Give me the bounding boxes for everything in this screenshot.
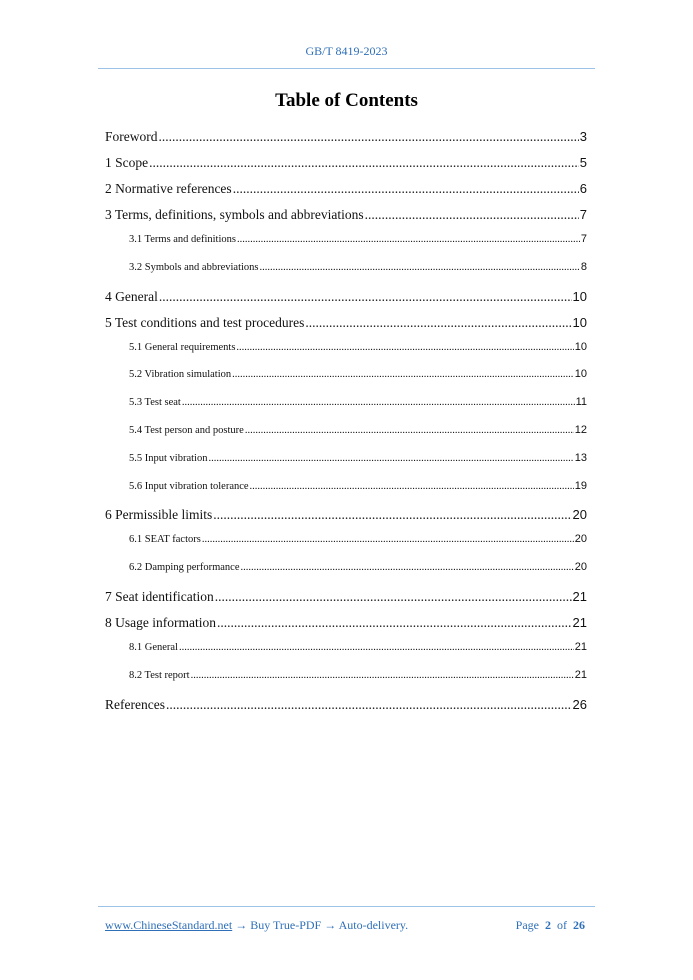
toc-entry-label: 3 Terms, definitions, symbols and abbreviations xyxy=(105,207,364,222)
dot-leader xyxy=(213,506,571,524)
toc-entry-page: 26 xyxy=(572,696,587,712)
toc-entry-page: 3 xyxy=(579,129,587,144)
toc-entry[interactable] xyxy=(105,696,587,722)
dot-leader xyxy=(260,261,580,275)
toc-entry-label: 5.6 Input vibration tolerance xyxy=(129,480,249,492)
toc-entry-label: 8.1 General xyxy=(129,641,178,653)
toc-subentry[interactable] xyxy=(105,560,587,588)
current-page: 2 xyxy=(545,918,551,932)
arrow-icon: → xyxy=(235,918,248,932)
toc-entry-page: 20 xyxy=(574,533,587,546)
toc-entry[interactable] xyxy=(105,614,587,640)
toc-entry[interactable] xyxy=(105,154,587,180)
toc-entry-page: 21 xyxy=(574,668,587,681)
toc-entry-label: 2 Normative references xyxy=(105,181,232,196)
toc-entry-label: 3.1 Terms and definitions xyxy=(129,234,236,245)
toc-entry-page: 13 xyxy=(574,451,587,464)
toc-entry-page: 6 xyxy=(579,181,587,196)
toc-subentry[interactable] xyxy=(105,395,587,423)
page-footer xyxy=(105,918,585,933)
dot-leader xyxy=(208,452,573,466)
toc-entry-label: 1 Scope xyxy=(105,155,149,170)
dot-leader xyxy=(365,206,579,224)
toc-entry-label: 4 General xyxy=(105,288,158,304)
toc-entry-label: 8.2 Test report xyxy=(129,669,190,681)
toc-entry-label: 5.1 General requirements xyxy=(129,341,236,353)
dot-leader xyxy=(179,641,574,655)
page-number: Page 2 of 26 xyxy=(515,918,585,932)
toc-entry-page: 7 xyxy=(580,233,587,245)
toc-entry-label: 5.4 Test person and posture xyxy=(129,424,244,436)
toc-entry-page: 21 xyxy=(572,614,587,630)
toc-entry-label: 5.3 Test seat xyxy=(129,397,181,409)
toc-entry-label: 5 Test conditions and test procedures xyxy=(105,314,305,330)
toc-entry-page: 5 xyxy=(579,155,587,170)
dot-leader xyxy=(250,480,574,494)
toc-subentry[interactable] xyxy=(105,479,587,507)
dot-leader xyxy=(236,341,573,355)
toc-entry-page: 10 xyxy=(574,368,587,381)
toc-entry-page: 21 xyxy=(572,588,587,604)
dot-leader xyxy=(202,533,574,547)
toc-entry-page: 21 xyxy=(574,640,587,653)
dot-leader xyxy=(215,588,572,606)
toc-entry-label: 5.5 Input vibration xyxy=(129,452,208,464)
toc-entry-label: Foreword xyxy=(105,129,158,144)
arrow-icon: → xyxy=(324,918,337,932)
dot-leader xyxy=(149,154,579,172)
table-of-contents xyxy=(105,128,587,722)
toc-entry-page: 12 xyxy=(574,423,587,436)
dot-leader xyxy=(166,696,572,714)
toc-entry-page: 20 xyxy=(572,507,587,523)
dot-leader xyxy=(159,288,572,306)
auto-delivery-text: Auto-delivery. xyxy=(338,918,409,932)
toc-entry-label: 6.2 Damping performance xyxy=(129,562,240,574)
toc-subentry[interactable] xyxy=(105,340,587,368)
toc-entry-label: 7 Seat identification xyxy=(105,588,214,604)
document-id-header: GB/T 8419-2023 xyxy=(305,44,388,58)
dot-leader xyxy=(241,561,574,575)
toc-subentry[interactable] xyxy=(105,232,587,260)
toc-entry-page: 11 xyxy=(575,396,587,409)
toc-entry[interactable] xyxy=(105,588,587,614)
website-link[interactable]: www.ChineseStandard.net xyxy=(105,918,233,932)
page-title: Table of Contents xyxy=(275,90,418,111)
dot-leader xyxy=(245,424,574,438)
toc-entry-page: 7 xyxy=(579,207,587,222)
dot-leader xyxy=(182,396,575,410)
toc-entry-page: 10 xyxy=(572,288,587,304)
toc-entry-label: 6 Permissible limits xyxy=(105,507,213,523)
toc-entry[interactable] xyxy=(105,314,587,340)
total-pages: 26 xyxy=(573,918,585,932)
toc-entry[interactable] xyxy=(105,506,587,532)
toc-entry-page: 10 xyxy=(572,314,587,330)
toc-entry[interactable] xyxy=(105,206,587,232)
toc-subentry[interactable] xyxy=(105,367,587,395)
toc-subentry[interactable] xyxy=(105,668,587,696)
footer-promo xyxy=(105,918,408,933)
dot-leader xyxy=(191,669,574,683)
toc-subentry[interactable] xyxy=(105,260,587,288)
buy-pdf-link[interactable]: Buy True-PDF xyxy=(250,918,322,932)
toc-subentry[interactable] xyxy=(105,640,587,668)
toc-entry-page: 8 xyxy=(580,260,587,273)
toc-entry[interactable] xyxy=(105,288,587,314)
dot-leader xyxy=(233,180,579,198)
toc-entry[interactable] xyxy=(105,128,587,154)
toc-entry-label: 5.2 Vibration simulation xyxy=(129,369,232,381)
dot-leader xyxy=(217,614,572,632)
toc-entry-page: 10 xyxy=(574,340,587,353)
dot-leader xyxy=(305,314,571,332)
toc-entry-label: 8 Usage information xyxy=(105,614,216,630)
toc-subentry[interactable] xyxy=(105,451,587,479)
toc-entry-label: 3.2 Symbols and abbreviations xyxy=(129,261,259,273)
footer-divider xyxy=(98,906,595,907)
dot-leader xyxy=(232,368,574,382)
dot-leader xyxy=(237,233,580,247)
toc-entry[interactable] xyxy=(105,180,587,206)
toc-entry-label: 6.1 SEAT factors xyxy=(129,534,201,546)
toc-entry-page: 20 xyxy=(574,561,587,574)
toc-entry-label: References xyxy=(105,696,165,712)
toc-subentry[interactable] xyxy=(105,423,587,451)
toc-subentry[interactable] xyxy=(105,532,587,560)
header-divider xyxy=(98,68,595,69)
toc-entry-page: 19 xyxy=(574,479,587,492)
dot-leader xyxy=(159,128,579,146)
